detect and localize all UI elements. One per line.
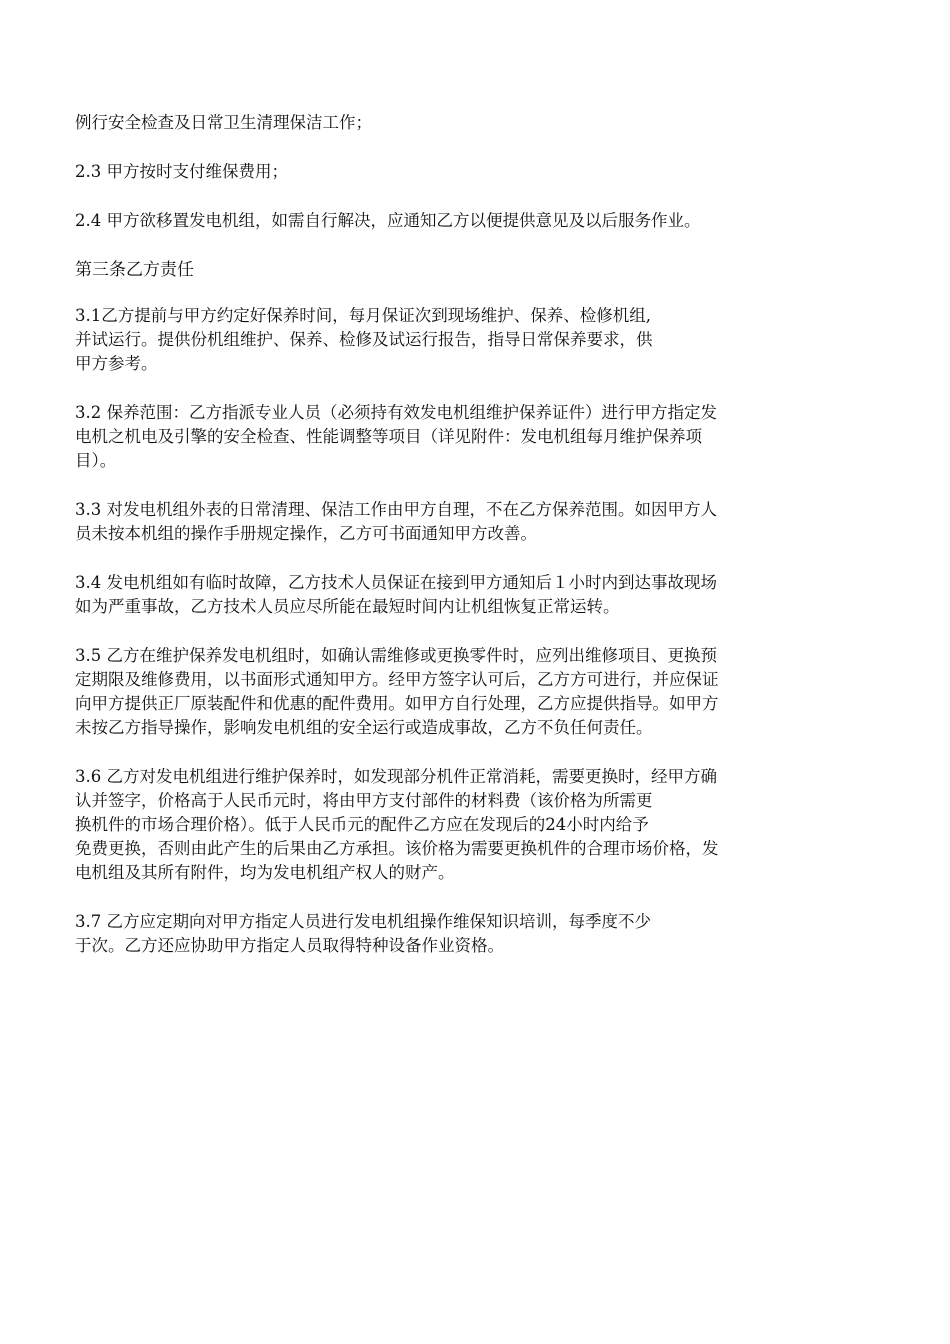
text-line: 向甲方提供正厂原装配件和优惠的配件费用。如甲方自行处理，乙方应提供指导。如甲方 [75, 694, 719, 713]
text-line: 3.4 发电机组如有临时故障，乙方技术人员保证在接到甲方通知后１小时内到达事故现场 [75, 573, 717, 592]
clause-3-2 [75, 401, 875, 473]
text-line: 3.6 乙方对发电机组进行维护保养时，如发现部分机件正常消耗，需要更换时，经甲方确 [75, 767, 717, 786]
clause-3-3 [75, 498, 875, 546]
clause-2-4 [75, 209, 875, 233]
text-line: 例行安全检查及日常卫生清理保洁工作； [75, 113, 372, 132]
text-line: 2.4 甲方欲移置发电机组，如需自行解决，应通知乙方以便提供意见及以后服务作业。 [75, 211, 701, 230]
paragraph-intro [75, 111, 875, 135]
text-line: 认并签字，价格高于人民币元时，将由甲方支付部件的材料费（该价格为所需更 [75, 791, 653, 810]
clause-3-5 [75, 644, 875, 740]
text-line: 3.1乙方提前与甲方约定好保养时间，每月保证次到现场维护、保养、检修机组, [75, 306, 651, 325]
clause-3-6 [75, 765, 875, 885]
clause-3-1 [75, 304, 875, 376]
clause-2-3 [75, 160, 875, 184]
text-line: 目）。 [75, 451, 117, 470]
text-line: 甲方参考。 [75, 354, 158, 373]
text-line: 3.5 乙方在维护保养发电机组时，如确认需维修或更换零件时，应列出维修项目、更换预 [75, 646, 717, 665]
text-line: 定期限及维修费用，以书面形式通知甲方。经甲方签字认可后，乙方方可进行，并应保证 [75, 670, 719, 689]
text-line: 2.3 甲方按时支付维保费用； [75, 162, 288, 181]
section-heading [75, 258, 875, 282]
document-page [75, 111, 875, 983]
text-line: 3.2 保养范围：乙方指派专业人员（必须持有效发电机组维护保养证件）进行甲方指定发 [75, 403, 717, 422]
text-line: 并试运行。提供份机组维护、保养、检修及试运行报告，指导日常保养要求，供 [75, 330, 653, 349]
text-line: 电机组及其所有附件，均为发电机组产权人的财产。 [75, 863, 455, 882]
clause-3-4 [75, 571, 875, 619]
heading-text: 第三条乙方责任 [75, 260, 194, 280]
text-line: 于次。乙方还应协助甲方指定人员取得特种设备作业资格。 [75, 936, 504, 955]
text-line: 3.7 乙方应定期向对甲方指定人员进行发电机组操作维保知识培训，每季度不少 [75, 912, 651, 931]
text-line: 如为严重事故，乙方技术人员应尽所能在最短时间内让机组恢复正常运转。 [75, 597, 620, 616]
text-line: 免费更换，否则由此产生的后果由乙方承担。该价格为需要更换机件的合理市场价格，发 [75, 839, 719, 858]
text-line: 未按乙方指导操作，影响发电机组的安全运行或造成事故，乙方不负任何责任。 [75, 718, 653, 737]
clause-3-7 [75, 910, 875, 958]
text-line: 换机件的市场合理价格）。低于人民币元的配件乙方应在发现后的24小时内给予 [75, 815, 649, 834]
text-line: 3.3 对发电机组外表的日常清理、保洁工作由甲方自理，不在乙方保养范围。如因甲方人 [75, 500, 717, 519]
text-line: 员未按本机组的操作手册规定操作，乙方可书面通知甲方改善。 [75, 524, 537, 543]
text-line: 电机之机电及引擎的安全检查、性能调整等项目（详见附件：发电机组每月维护保养项 [75, 427, 702, 446]
